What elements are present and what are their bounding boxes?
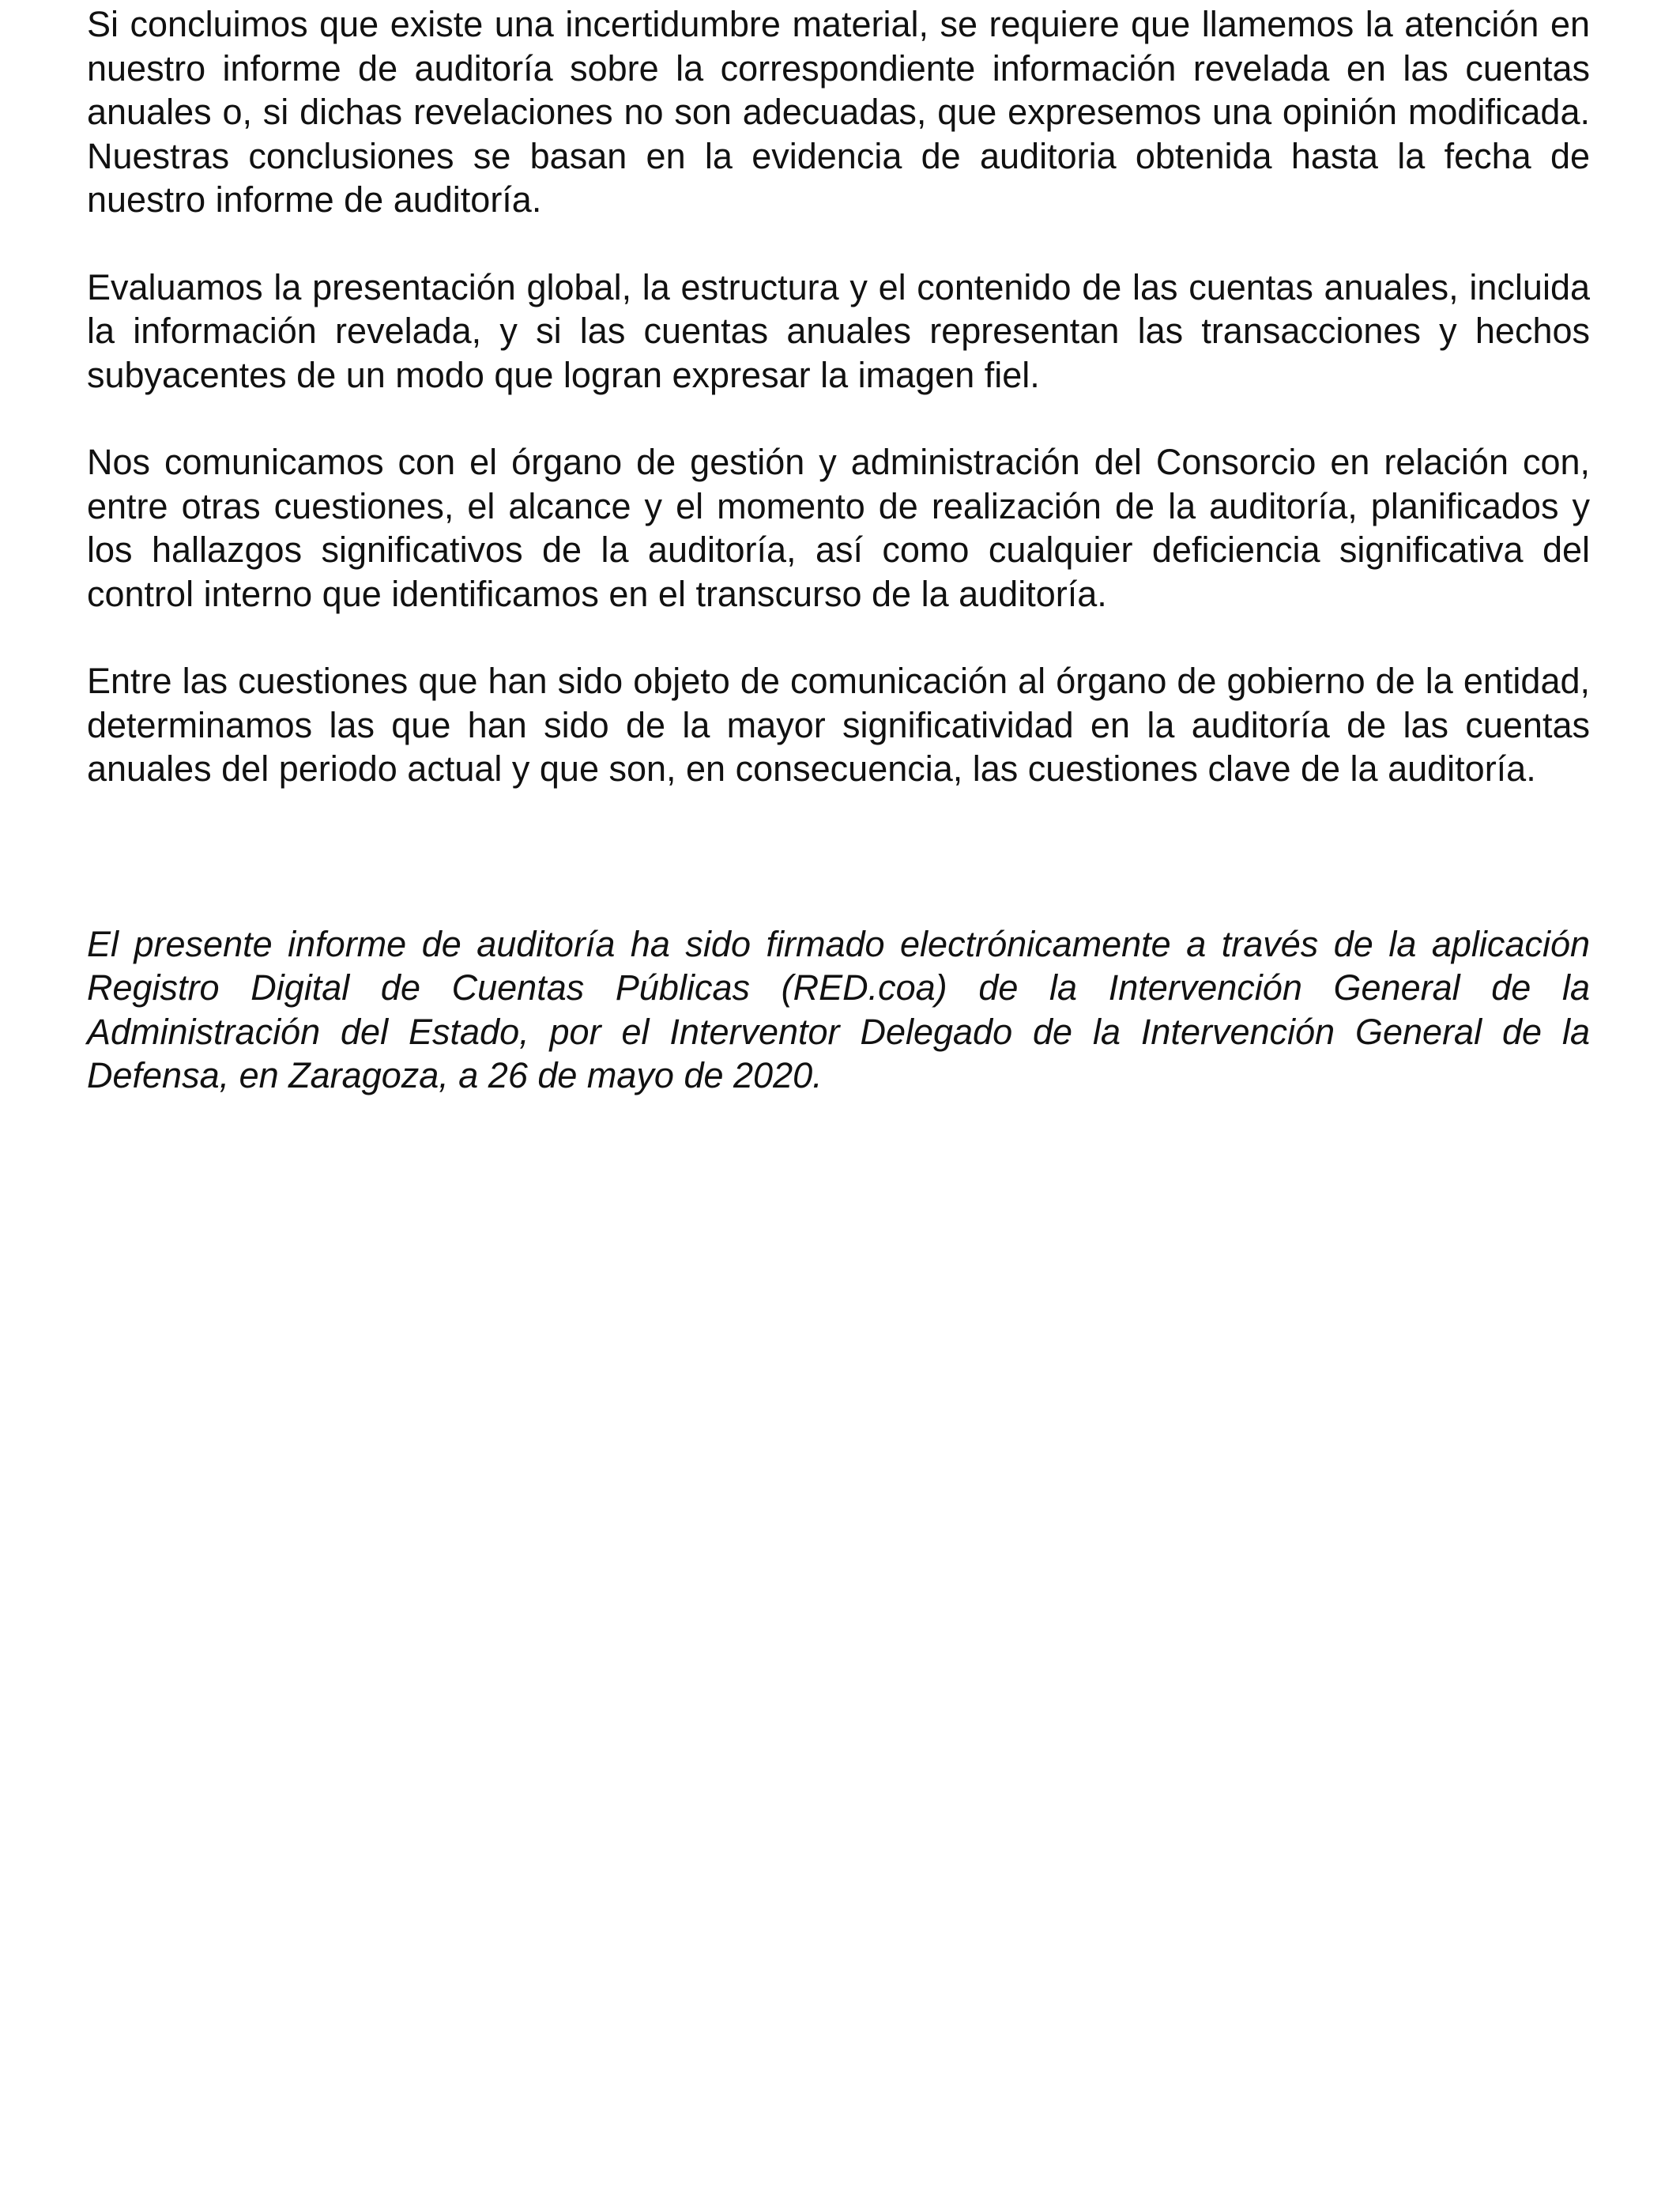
paragraph-global-presentation: Evaluamos la presentación global, la estructura y el contenido de las cuentas anuales, incluida la información revelada, y si las cuentas anuales representan las transacciones y hechos subyacentes de un modo que logran expresar la imagen fiel. <box>87 266 1590 395</box>
paragraph-material-uncertainty: Si concluimos que existe una incertidumbre material, se requiere que llamemos la atención en nuestro informe de auditoría sobre la correspondiente información revelada en las cuentas anuales o, si dichas revelaciones no son adecuadas, que expresemos una opinión modificada. Nuestras conclusiones se basan en la evidencia de auditoria obtenida hasta la fecha de nuestro informe de auditoría. <box>87 4 1590 220</box>
electronic-signature-note: El presente informe de auditoría ha sido firmado electrónicamente a través de la aplicación Registro Digital de Cuentas Públicas (RED.coa) de la Intervención General de la Administración del Estado, por el Interventor Delegado de la Intervención General de la Defensa, en Zaragoza, a 26 de mayo de 2020. <box>87 923 1590 1095</box>
paragraph-key-audit-matters: Entre las cuestiones que han sido objeto de comunicación al órgano de gobierno de la entidad, determinamos las que han sido de la mayor significatividad en la auditoría de las cuentas anuales del periodo actual y que son, en consecuencia, las cuestiones clave de la auditoría. <box>87 661 1590 789</box>
paragraph-communication-governance: Nos comunicamos con el órgano de gestión y administración del Consorcio en relación con, entre otras cuestiones, el alcance y el momento de realización de la auditoría, planificados y los hallazgos significativos de la auditoría, así como cualquier deficiencia significativa del control interno que identificamos en el transcurso de la auditoría. <box>87 442 1590 614</box>
document-body <box>87 0 1590 1098</box>
